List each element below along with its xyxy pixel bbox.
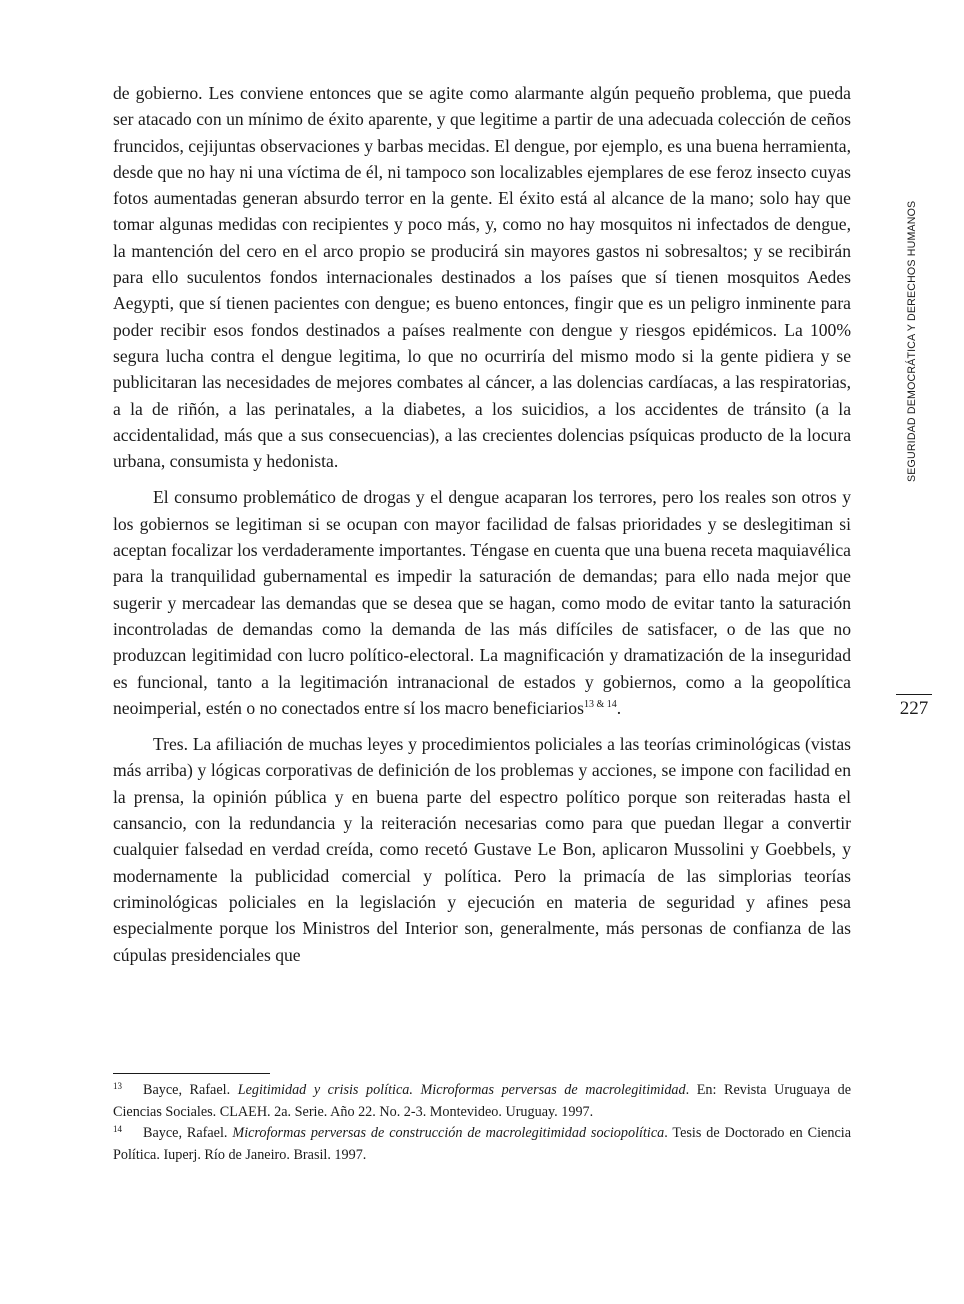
paragraph-2-text: El consumo problemático de drogas y el dengue acaparan los terrores, pero los reales son otros y los gobiernos se legitiman si se ocupan con mayor facilidad de falsas prioridades y se deslegitiman si aceptan focalizar los verdaderamente importantes. Téngase en cuenta que una buena receta maquiavélica para la tranquilidad gubernamental es impedir la saturación de demandas; para ello nada mejor que sugerir y mercadear las demandas que se desea que se hagan, como modo de evitar tanto la saturación incontroladas de demandas como la demanda de las más difíciles de satisfacer, o de las que no produzcan legitimidad con lucro político-electoral. La magnificación y dramatización de la inseguridad es funcional, tanto a la legitimación intranacional de estados y gobiernos, como a la geopolítica neoimperial, estén o no conectados entre sí los macro beneficiarios: [113, 487, 851, 718]
footnote-author: Bayce, Rafael.: [143, 1125, 233, 1141]
footnote-details: . En: Revista Uruguaya de Ciencias Sociales. CLAEH. 2a. Serie. Año 22. No. 2-3. Montevideo. Uruguay. 1997.: [113, 1082, 851, 1120]
page-number-rule: [896, 694, 932, 695]
footnote-separator: [113, 1073, 270, 1074]
paragraph-2-end: .: [616, 697, 622, 718]
footnote-details: . Tesis de Doctorado en Ciencia Política. Iuperj. Río de Janeiro. Brasil. 1997.: [113, 1125, 851, 1163]
footnote-title: Legitimidad y crisis política. Microformas perversas de macrolegitimidad: [237, 1082, 686, 1098]
footnote-14: 14 Bayce, Rafael. Microformas perversas de construcción de macrolegitimidad sociopolítica. Tesis de Doctorado en Ciencia Política. Iuperj. Río de Janeiro. Brasil. 1997.: [113, 1124, 851, 1163]
page-number: 227: [899, 698, 929, 719]
footnote-author: Bayce, Rafael.: [143, 1082, 238, 1098]
footnote-title: Microformas perversas de construcción de macrolegitimidad sociopolítica: [232, 1125, 665, 1141]
footnotes: [113, 1080, 851, 1166]
running-head: SEGURIDAD DEMOCRÁTICA Y DERECHOS HUMANOS: [906, 200, 918, 482]
paragraph-3: Tres. La afiliación de muchas leyes y procedimientos policiales a las teorías criminológicas (vistas más arriba) y lógicas corporativas de definición de los problemas y acciones, se impone con facilidad en la prensa, la opinión pública y en buena parte del espectro político porque son reiteradas hasta el cansancio, con la redundancia y la reiteración necesarias como para que puedan llegar a convertir cualquier falsedad en verdad creída, como recetó Gustave Le Bon, aplicaron Mussolini y Goebbels, y modernamente la publicidad comercial y política. Pero la primacía de las simplorias teorías criminológicas policiales en la legislación y ejecución en materia de seguridad y afines pesa especialmente porque los Ministros del Interior son, generalmente, más personas de confianza de las cúpulas presidenciales que: [113, 734, 851, 965]
footnote-13: 13 Bayce, Rafael. Legitimidad y crisis política. Microformas perversas de macrolegitimidad. En: Revista Uruguaya de Ciencias Sociales. CLAEH. 2a. Serie. Año 22. No. 2-3. Montevideo. Uruguay. 1997.: [113, 1081, 851, 1120]
paragraph-1: de gobierno. Les conviene entonces que se agite como alarmante algún pequeño problema, que pueda ser atacado con un mínimo de éxito aparente, y que legitime a partir de una adecuada colección de ceños fruncidos, cejijuntas observaciones y barbas mecidas. El dengue, por ejemplo, es una buena herramienta, desde que no hay ni una víctima de él, ni tampoco son localizables ejemplares de ese feroz insecto cuyas fotos aumentadas generan absurdo terror en la gente. El éxito está al alcance de la mano; solo hay que tomar algunas medidas con recipientes y poco más, y, como no hay mosquitos ni infectados de dengue, la mantención del cero en el arco propio se producirá sin mayores gastos ni sobresaltos; y se recibirán para ello suculentos fondos internacionales destinados a los países que sí tienen mosquitos Aedes Aegypti, que sí tienen pacientes con dengue; es bueno entonces, fingir que es un peligro inminente para poder recibir esos fondos destinados a países realmente con dengue y riesgos epidémicos. La 100% segura lucha contra el dengue legitima, lo que no ocurriría del mismo modo si la gente pidiera y se publicitaran las necesidades de mejores combates al cáncer, a las dolencias cardíacas, a las respiratorias, a la de riñón, a las perinatales, a la diabetes, a los suicidios, a los accidentes de tránsito (a la accidentalidad, más que a sus consecuencias), a las crecientes dolencias psíquicas producto de la locura urbana, consumista y hedonista.: [113, 83, 851, 472]
body-text: [113, 80, 851, 968]
footnote-reference[interactable]: 13 & 14: [583, 698, 617, 710]
paragraph-2: [113, 484, 851, 721]
